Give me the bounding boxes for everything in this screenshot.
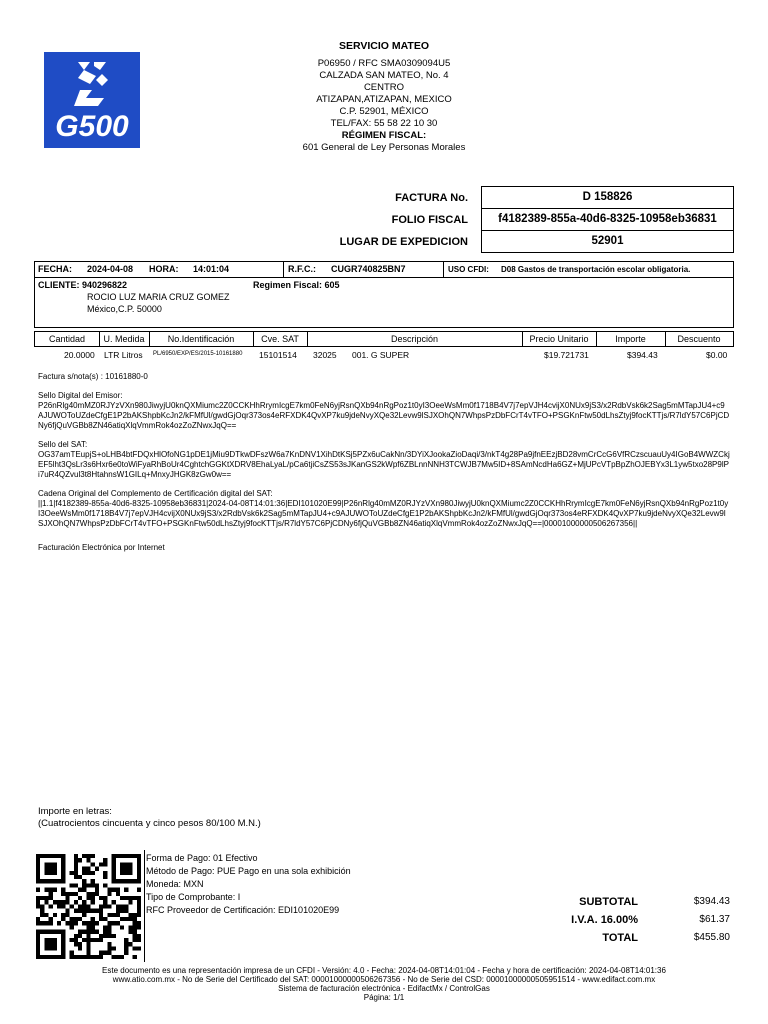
col-cantidad: Cantidad <box>35 332 100 346</box>
footer-line-4: Página: 1/1 <box>363 993 405 1002</box>
uso-cfdi-value: D08 Gastos de transportación escolar obligatoria. <box>501 265 691 274</box>
col-descripcion: Descripción <box>307 332 523 346</box>
facturacion-internet: Facturación Electrónica por Internet <box>38 543 165 552</box>
divider <box>283 262 284 277</box>
company-address-3: ATIZAPAN,ATIZAPAN, MEXICO <box>316 94 452 105</box>
logo-wordmark: G500 <box>55 110 129 143</box>
cliente-name: ROCIO LUZ MARIA CRUZ GOMEZ <box>87 292 230 302</box>
importe-letras <box>38 806 261 830</box>
folio-fiscal: f4182389-855a-40d6-8325-10958eb36831 <box>482 209 733 231</box>
row-cve-sat: 15101514 <box>259 350 297 360</box>
col-unidad: U. Medida <box>99 332 150 346</box>
rfc-value: CUGR740825BN7 <box>331 264 406 274</box>
col-cve-sat: Cve. SAT <box>253 332 308 346</box>
company-phone: TEL/FAX: 55 58 22 10 30 <box>330 118 438 129</box>
row-codigo: 32025 <box>313 350 337 360</box>
total-value: $455.80 <box>693 932 730 943</box>
regimen-value: 601 General de Ley Personas Morales <box>302 142 466 153</box>
g500-logo-graphic <box>44 52 140 148</box>
items-table-header <box>34 331 734 347</box>
col-precio: Precio Unitario <box>522 332 597 346</box>
qr-code-graphic <box>36 854 141 959</box>
tipo-comprobante: Tipo de Comprobante: I <box>146 892 241 902</box>
qr-code <box>36 854 141 959</box>
col-descuento: Descuento <box>677 334 721 344</box>
company-address-2: CENTRO <box>363 82 405 93</box>
regimen-cliente: Regimen Fiscal: 605 <box>253 280 340 290</box>
client-section <box>35 278 733 327</box>
cadena-label: Cadena Original del Complemento de Certificación digital del SAT: <box>38 489 273 498</box>
row-descuento: $0.00 <box>706 350 728 360</box>
factura-label: FACTURA No. <box>395 192 468 204</box>
row-identificacion: PL/6950/EXP/ES/2015-10161880 <box>153 351 243 357</box>
letras-label: Importe en letras: <box>38 806 112 817</box>
letras-value: (Cuatrocientos cincuenta y cinco pesos 80/100 M.N.) <box>38 818 261 829</box>
subtotal-value: $394.43 <box>693 896 730 907</box>
forma-pago: Forma de Pago: 01 Efectivo <box>146 853 258 863</box>
company-address-4: C.P. 52901, MÉXICO <box>339 106 429 117</box>
folio-label: FOLIO FISCAL <box>391 214 468 226</box>
cliente-address: México,C.P. 50000 <box>87 304 162 314</box>
lugar-label: LUGAR DE EXPEDICION <box>339 236 468 248</box>
company-name: SERVICIO MATEO <box>338 40 430 52</box>
lugar-expedicion: 52901 <box>591 235 624 247</box>
iva-label: I.V.A. 16.00% <box>571 914 638 926</box>
company-header <box>280 40 488 154</box>
totals-values <box>640 893 730 947</box>
row-unidad: LTR Litros <box>104 350 143 360</box>
qr-divider <box>144 850 145 962</box>
regimen-label: RÉGIMEN FISCAL: <box>341 130 427 141</box>
sello-emisor: P26nRlg40mMZ0RJYzVXn980JiwyjU0knQXMiumc2Z0CCKHhRrymIcgE7km0FeN6yjRsnQXb94nRgPoz1t0yI3OeeWsMm0f1718B4V7j7epVJH4cvijX0NUx9jS3/x2RdbVsk6k2Sag5mMTapJU4+c9AJUWOToUZdeCfgE1P2bAKShpbKcJn2/kFMfUl/gwdGjOqr373os4eRFXDK4QvXP7ku9jdeNvyXQe32Levw9lSJXOhQN7WhpsPzDbFCrT4vTFO+PSGKnFtw50dLhsZtyj9focKTTjs/R7ldY57C6PjCDNy6fjQuVGBb8ZN46atiqXlqVmmRok4ozZoZNwxJqQ== <box>38 401 730 430</box>
row-precio: $19.721731 <box>544 350 589 360</box>
row-importe: $394.43 <box>627 350 658 360</box>
moneda: Moneda: MXN <box>146 879 204 889</box>
col-identificacion: No.Identificación <box>149 332 254 346</box>
payment-info <box>146 852 351 917</box>
rfc-proveedor: RFC Proveedor de Certificación: EDI101020E99 <box>146 905 340 915</box>
row-descripcion: 001. G SUPER <box>352 350 410 360</box>
g500-logo <box>44 52 140 148</box>
divider <box>443 262 444 277</box>
sello-sat: OG37amTEupjS+oLHB4btFDQxHlOfoNG1pDE1jMiu9DTkwDFszW6a7KnDNV1XihDtKSj5PZx6uCakNn/3DYiXJookaZioDaqi/3/nkT4g28Pa9jfnEEzjBD28vmCrCcG6VfRCzscuauUy4IGoB4WWZCkjEF5lht3QsLr3s6Hxr6e0toWiFyaRhBoUr4CghtchGGKtXDRV8EhaLyaL/pCa6tjiCsZS53sJKanGS2kWpf6ZBLnnNNH3TCWJB7Mw5ID+8SAmNcdHa6GZ+MjUPcVTpBpZhOJEBYx3L1yw5txo28P9lPi7uR4QZvul3t8HtahnsW1GILq+MnxyJHGK8zGw0w== <box>38 450 730 479</box>
page-footer <box>20 966 748 1002</box>
company-address-1: CALZADA SAN MATEO, No. 4 <box>319 70 449 81</box>
sello-sat-label: Sello del SAT: <box>38 440 88 449</box>
row-cantidad: 20.0000 <box>64 350 95 360</box>
footer-line-1: Este documento es una representación impresa de un CFDI - Versión: 4.0 - Fecha: 2024-04-08T14:01:04 - Fecha y hora de certificación: 2024-04-08T14:01:36 <box>102 966 666 975</box>
factura-number: D 158826 <box>482 187 733 209</box>
fecha-label: FECHA: <box>38 264 72 274</box>
fiscal-content <box>38 372 730 553</box>
cliente-label: CLIENTE: 940296822 <box>38 280 128 290</box>
hora-label: HORA: <box>149 264 179 274</box>
date-row <box>35 262 733 278</box>
footer-line-2: www.atio.com.mx - No de Serie del Certificado del SAT: 00001000000506267356 - No de Serie del CSD: 00001000000505951514 - www.edifact.com.mx <box>112 975 656 984</box>
total-label: TOTAL <box>602 932 638 944</box>
subtotal-label: SUBTOTAL <box>579 896 638 908</box>
sello-emisor-label: Sello Digital del Emisor: <box>38 391 123 400</box>
invoice-values-box <box>481 186 734 253</box>
rfc-label: R.F.C.: <box>288 264 316 274</box>
metodo-pago: Método de Pago: PUE Pago en una sola exhibición <box>146 866 351 876</box>
fecha-value: 2024-04-08 <box>87 264 134 274</box>
footer-line-3: Sistema de facturación electrónica - EdifactMx / ControlGas <box>278 984 490 993</box>
totals-labels <box>540 893 638 947</box>
hora-value: 14:01:04 <box>193 264 230 274</box>
iva-value: $61.37 <box>699 914 730 925</box>
company-rfc: P06950 / RFC SMA0309094U5 <box>317 58 451 69</box>
customer-info-box <box>34 261 734 328</box>
invoice-labels <box>300 187 468 253</box>
factura-notas: Factura s/nota(s) : 10161880-0 <box>38 372 148 381</box>
cadena-original: ||1.1|f4182389-855a-40d6-8325-10958eb36831|2024-04-08T14:01:36|EDI101020E99|P26nRlg40mMZ0RJYzVXn980JiwyjU0knQXMiumc2Z0CCKHhRrymIcgE7km0FeN6yjRsnQXb94nRgPoz1t0yI3OeeWsMm0f1718B4V7j7epVJH4cvijX0NUx9jS3/x2RdbVsk6k2Sag5mMTapJU4+c9AJUWOToUZdeCfgE1P2bAKShpbKcJn2/kFMfUl/gwdGjOqr373os4eRFXDK4QvXP7ku9jdeNvyXQe32Levw9lSJXOhQN7WhpsPzDbFCrT4vTFO+PSGKnFtw50dLhsZtyj9focKTTjs/R7ldY57C6PjCDNy6fjQuVGBb8ZN46atiqXlqVmmRok4ozZoZNwxJqQ==|00001000000506267356|| <box>38 499 729 528</box>
col-importe: Importe <box>596 332 666 346</box>
uso-cfdi-label: USO CFDI: <box>448 265 489 274</box>
